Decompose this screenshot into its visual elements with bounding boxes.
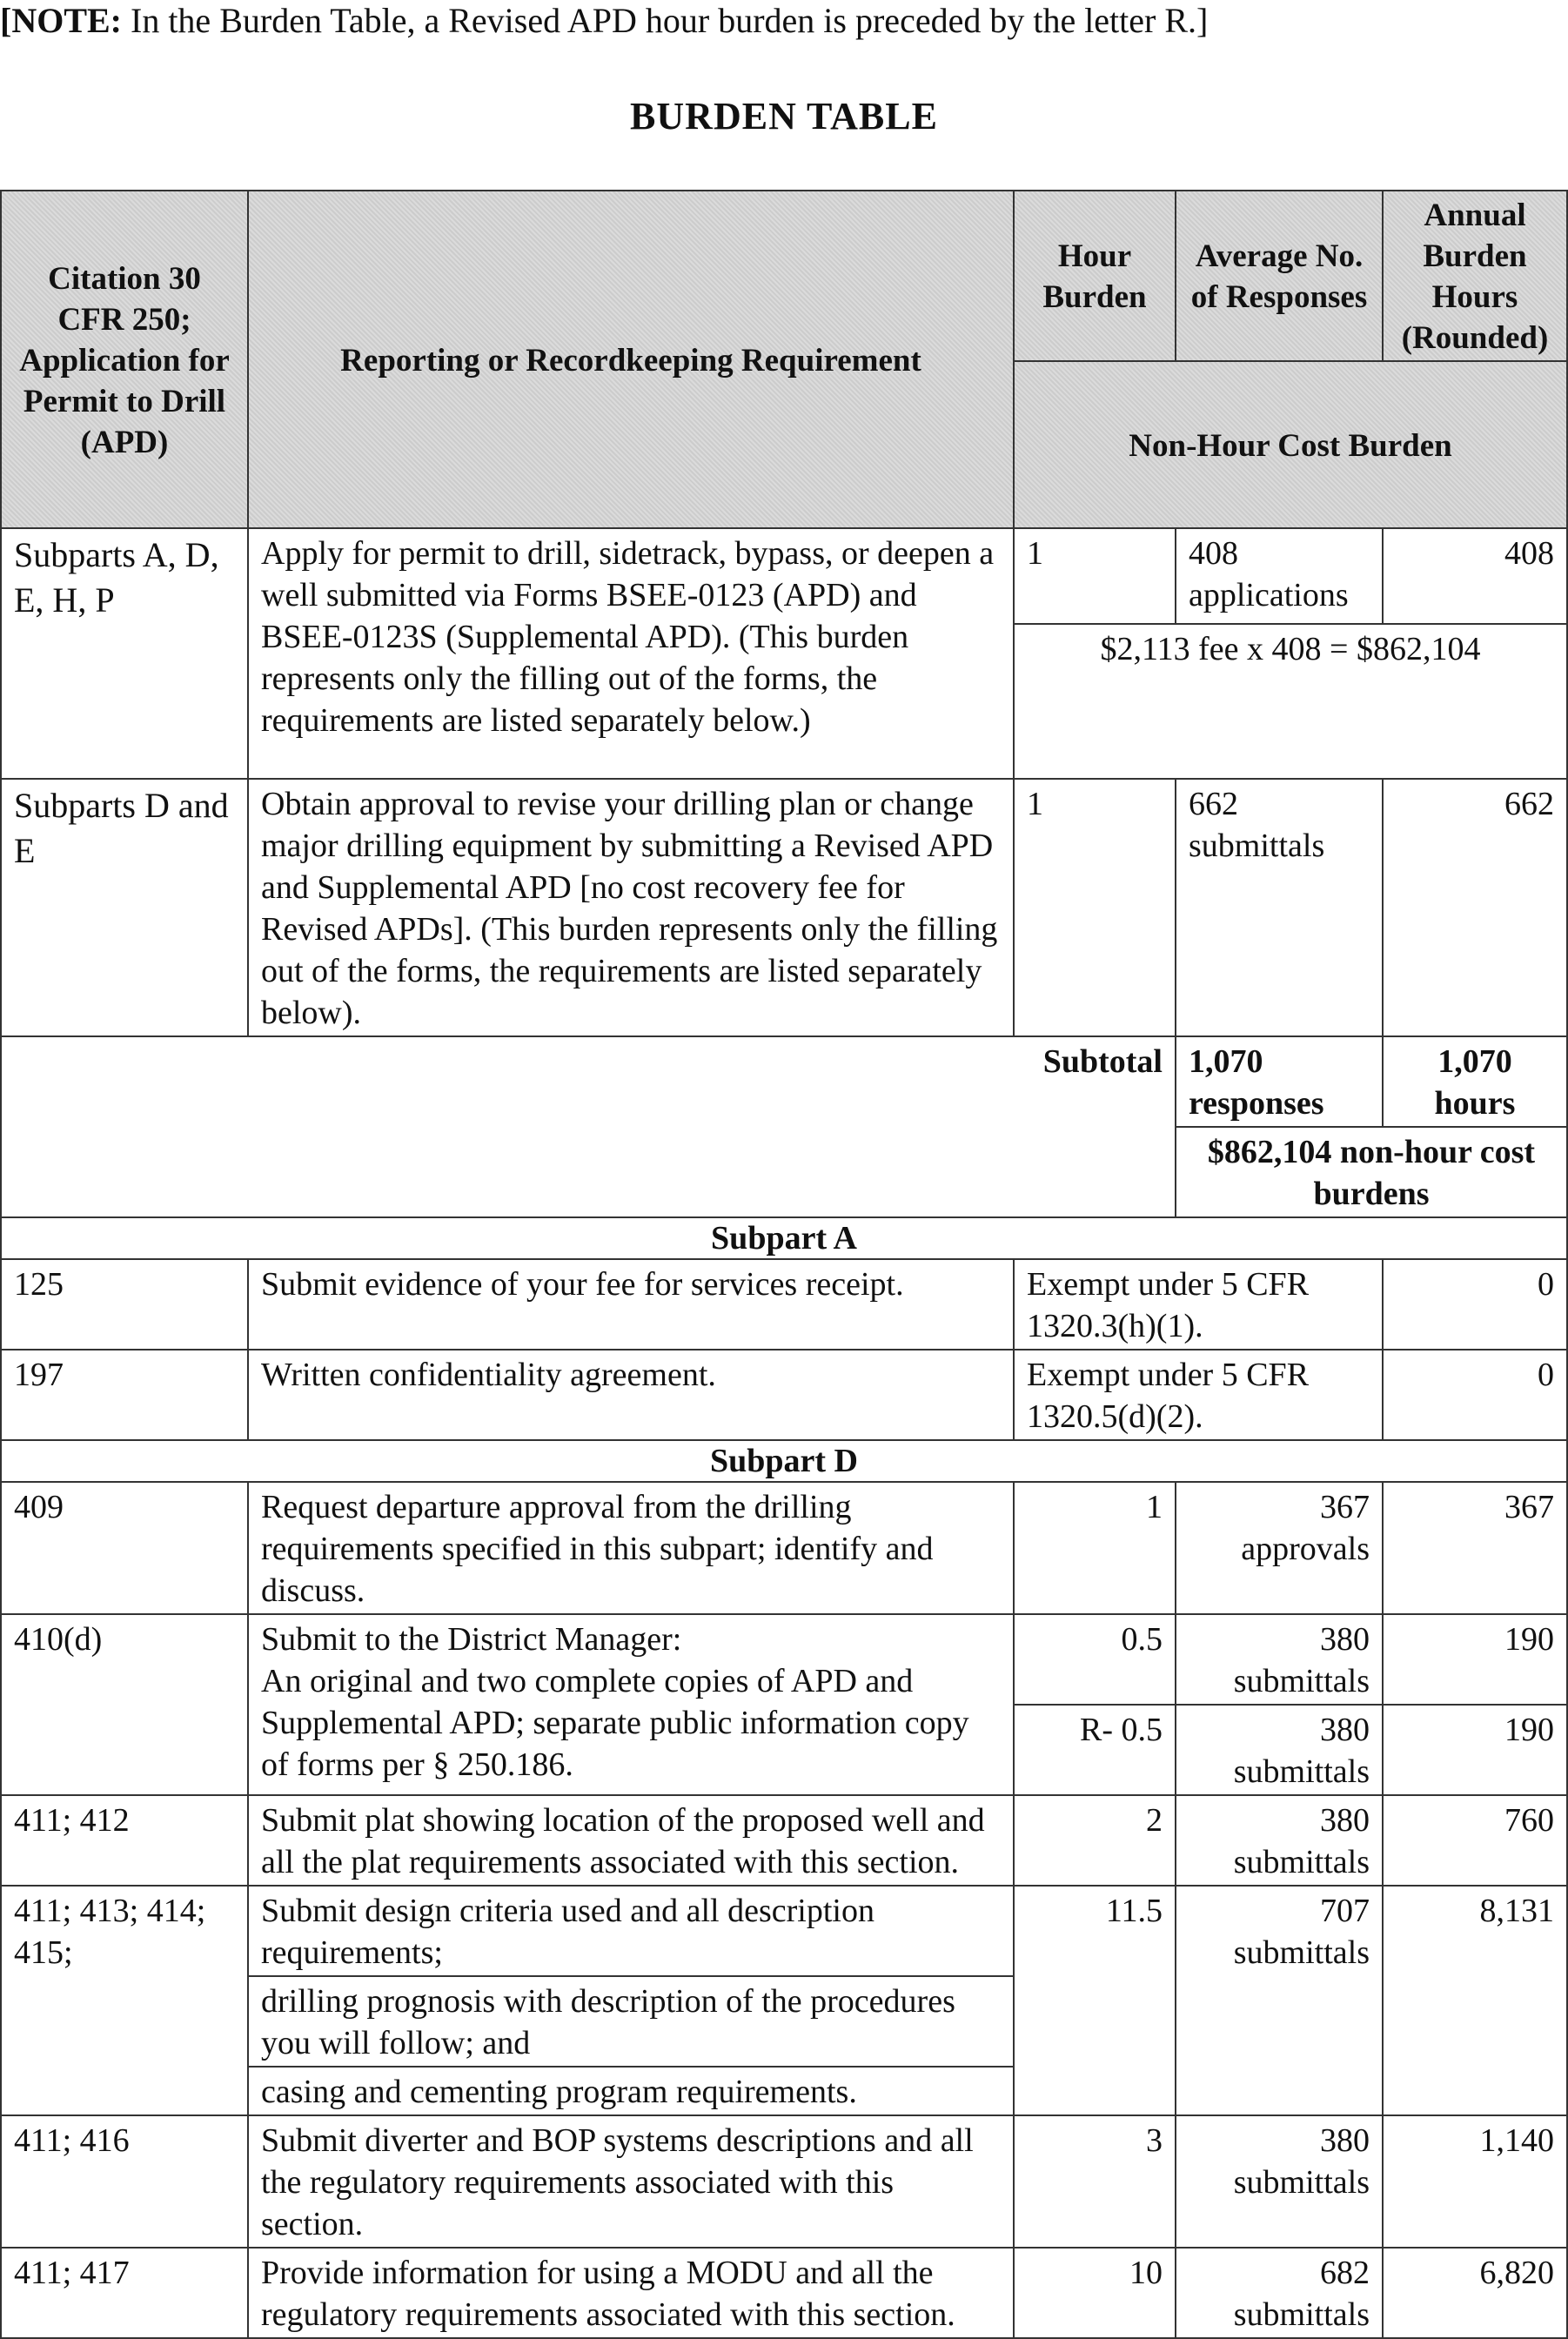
table-row [1,2248,1567,2338]
responses-cell: 662 submittals [1176,779,1383,1036]
annual-hours-cell: 190 [1383,1614,1567,1705]
hour-burden-cell: 10 [1014,2248,1176,2338]
table-row [1,1482,1567,1614]
hour-burden-cell: 2 [1014,1795,1176,1886]
annual-hours-cell: 760 [1383,1795,1567,1886]
hour-burden-revised-cell: R- 0.5 [1014,1705,1176,1795]
requirement-cell: Written confidentiality agreement. [248,1350,1014,1440]
requirement-cell: Submit diverter and BOP systems descriptions and all the regulatory requirements associated with this section. [248,2115,1014,2248]
header-annual-hours: Annual Burden Hours (Rounded) [1383,191,1567,361]
subtotal-label: Subtotal [1,1036,1176,1217]
page-title: BURDEN TABLE [630,95,938,137]
requirement-cell: Obtain approval to revise your drilling plan or change major drilling equipment by submitting a Revised APD and Supplemental APD [no cost recovery fee for Revised APDs]. (This burden represents only the filling out of the forms, the requirements are listed separately below). [248,779,1014,1036]
table-row [1,1259,1567,1350]
requirement-cell: Provide information for using a MODU and all the regulatory requirements associated with this section. [248,2248,1014,2338]
citation-cell: 197 [1,1350,248,1440]
citation-cell: 125 [1,1259,248,1350]
header-hour-burden: Hour Burden [1014,191,1176,361]
citation-cell: Subparts A, D, E, H, P [1,528,248,779]
annual-hours-cell: 367 [1383,1482,1567,1614]
table-row [1,528,1567,624]
requirement-cell: Apply for permit to drill, sidetrack, bypass, or deepen a well submitted via Forms BSEE-0123 (APD) and BSEE-0123S (Supplemental APD). (This burden represents only the filling out of the forms, the requirements are listed separately below.) [248,528,1014,779]
responses-cell: 380 submittals [1176,2115,1383,2248]
fee-cell: $2,113 fee x 408 = $862,104 [1014,624,1567,779]
responses-revised-cell: 380 submittals [1176,1705,1383,1795]
citation-cell: Subparts D and E [1,779,248,1036]
header-avg-responses: Average No. of Responses [1176,191,1383,361]
citation-cell: 410(d) [1,1614,248,1795]
exempt-cell: Exempt under 5 CFR 1320.5(d)(2). [1014,1350,1383,1440]
table-row [1,2115,1567,2248]
section-subpart-d: Subpart D [1,1440,1567,1482]
subtotal-row [1,1036,1567,1127]
responses-cell: 380 submittals [1176,1795,1383,1886]
citation-cell: 411; 417 [1,2248,248,2338]
header-citation: Citation 30 CFR 250; Application for Permit to Drill (APD) [1,191,248,528]
table-row [1,1350,1567,1440]
citation-cell: 409 [1,1482,248,1614]
annual-hours-cell: 1,140 [1383,2115,1567,2248]
requirement-cell: Submit plat showing location of the proposed well and all the plat requirements associated with this section. [248,1795,1014,1886]
responses-cell: 682 submittals [1176,2248,1383,2338]
annual-hours-cell: 0 [1383,1259,1567,1350]
header-non-hour-cost: Non-Hour Cost Burden [1014,361,1567,528]
responses-cell: 408 applications [1176,528,1383,624]
requirement-cell [248,1614,1014,1795]
citation-cell: 411; 416 [1,2115,248,2248]
annual-hours-cell: 0 [1383,1350,1567,1440]
hour-burden-cell: 1 [1014,779,1176,1036]
requirement-cell: Request departure approval from the drilling requirements specified in this subpart; identify and discuss. [248,1482,1014,1614]
hour-burden-cell: 0.5 [1014,1614,1176,1705]
annual-hours-cell: 6,820 [1383,2248,1567,2338]
annual-hours-cell: 408 [1383,528,1567,624]
citation-cell: 411; 412 [1,1795,248,1886]
requirement-cell [248,1886,1014,2115]
note-line [0,0,1568,42]
responses-cell: 367 approvals [1176,1482,1383,1614]
note-prefix: [NOTE: [0,1,122,40]
hour-burden-cell: 3 [1014,2115,1176,2248]
section-row [1,1217,1567,1259]
requirement-line: Submit design criteria used and all description requirements; [261,1893,874,1971]
annual-hours-cell: 662 [1383,779,1567,1036]
annual-hours-cell: 8,131 [1383,1886,1567,2115]
subtotal-cost: $862,104 non-hour cost burdens [1176,1127,1567,1217]
hour-burden-cell: 1 [1014,528,1176,624]
hour-burden-cell: 1 [1014,1482,1176,1614]
exempt-cell: Exempt under 5 CFR 1320.3(h)(1). [1014,1259,1383,1350]
annual-hours-revised-cell: 190 [1383,1705,1567,1795]
table-row [1,1614,1567,1705]
responses-cell: 380 submittals [1176,1614,1383,1705]
table-row [1,779,1567,1036]
subtotal-responses: 1,070 responses [1176,1036,1383,1127]
hour-burden-cell: 11.5 [1014,1886,1176,2115]
table-row [1,1795,1567,1886]
section-subpart-a: Subpart A [1,1217,1567,1259]
requirement-cell: Submit evidence of your fee for services receipt. [248,1259,1014,1350]
subtotal-hours: 1,070 hours [1383,1036,1567,1127]
citation-cell: 411; 413; 414; 415; [1,1886,248,2115]
responses-cell: 707 submittals [1176,1886,1383,2115]
requirement-line: An original and two complete copies of APD and Supplemental APD; separate public information copy of forms per § 250.186. [261,1663,969,1783]
requirement-line: Submit to the District Manager: [261,1621,682,1658]
requirement-line: drilling prognosis with description of the procedures you will follow; and [249,1975,1013,2066]
note-text: In the Burden Table, a Revised APD hour burden is preceded by the letter R.] [122,1,1209,40]
burden-table [0,190,1568,2339]
section-row [1,1440,1567,1482]
requirement-line: casing and cementing program requirements. [249,2066,1013,2114]
table-row [1,1886,1567,2115]
header-requirement: Reporting or Recordkeeping Requirement [248,191,1014,528]
